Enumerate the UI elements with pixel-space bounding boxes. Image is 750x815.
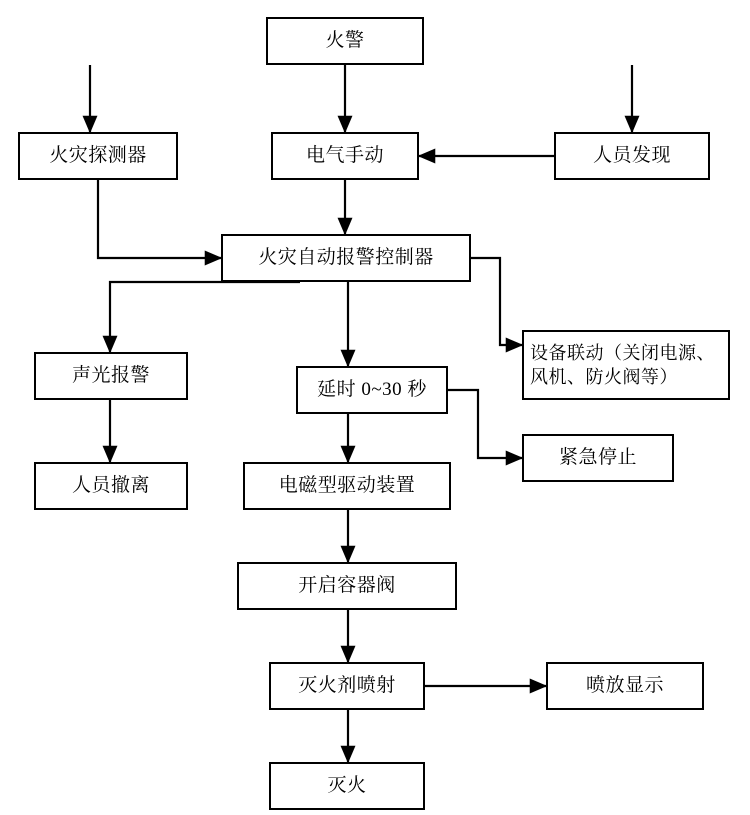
flow-node-extinguish: 灭火 (269, 762, 425, 810)
flow-node-spray_display: 喷放显示 (546, 662, 704, 710)
flow-node-controller: 火灾自动报警控制器 (221, 234, 471, 282)
flow-node-agent_spray: 灭火剂喷射 (269, 662, 425, 710)
flow-node-open_valve: 开启容器阀 (237, 562, 457, 610)
flow-node-electric_manual: 电气手动 (271, 132, 419, 180)
flow-node-person_discovery: 人员发现 (554, 132, 710, 180)
flow-edge-fire_detector-to-controller (98, 180, 221, 258)
flow-node-fire_alarm: 火警 (266, 17, 424, 65)
flow-node-device_linkage: 设备联动（关闭电源、风机、防火阀等） (522, 330, 730, 400)
flow-edge-controller-to-audible_alarm (110, 282, 300, 352)
flow-node-evacuation: 人员撤离 (34, 462, 188, 510)
flow-edge-controller-to-device_linkage (471, 258, 522, 345)
flow-edge-delay-to-emergency_stop (448, 390, 522, 458)
flow-node-delay: 延时 0~30 秒 (296, 366, 448, 414)
flow-node-fire_detector: 火灾探测器 (18, 132, 178, 180)
flow-node-emergency_stop: 紧急停止 (522, 434, 674, 482)
flow-node-audible_alarm: 声光报警 (34, 352, 188, 400)
flow-node-solenoid_driver: 电磁型驱动装置 (243, 462, 451, 510)
